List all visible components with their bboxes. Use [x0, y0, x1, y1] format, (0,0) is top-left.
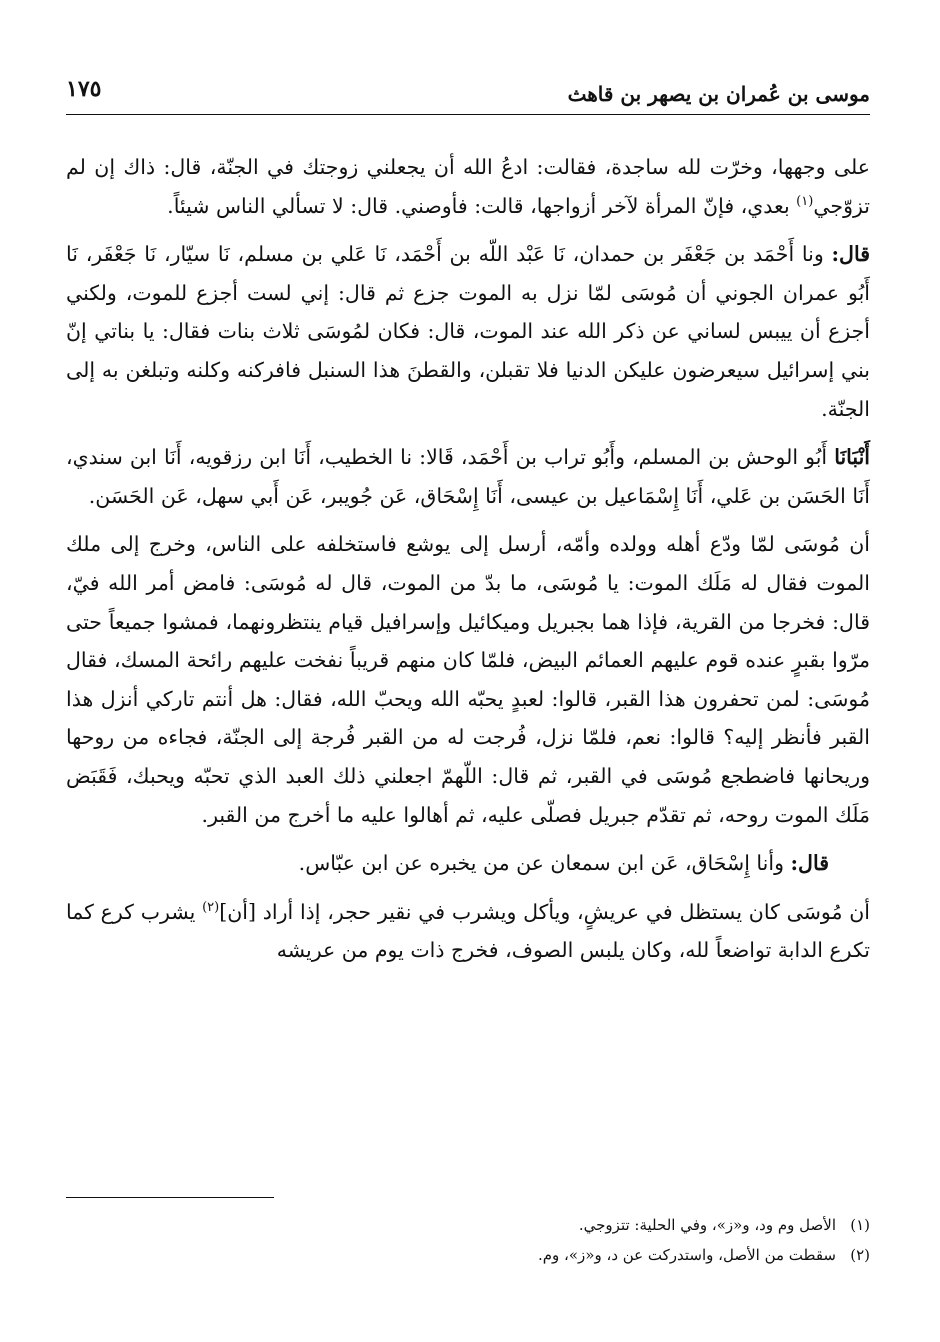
paragraph-3 [66, 438, 870, 515]
footnote-ref-2: (٢) [202, 899, 220, 915]
paragraph-text: أن مُوسَى كان يستظل في عريشٍ، ويأكل ويشرب في نقير حجر، إذا أراد [أن] [219, 899, 870, 924]
paragraph-2 [66, 235, 870, 428]
footnote-2 [66, 1240, 870, 1270]
footnote-number: (٢) [850, 1246, 870, 1264]
paragraph-text: أَبُو الوحش بن المسلم، وأَبُو تراب بن أَحْمَد، قَالا: نا الخطيب، أَنَا ابن رزقويه، أَنَا ابن سندي، أَنَا الحَسَن بن عَلي، أَنَا إِسْمَاعيل بن عيسى، أَنَا إِسْحَاق، عَن جُويبر، عَن أَبي سهل، عَن الحَسَن. [66, 445, 870, 508]
paragraph-text: ونا أَحْمَد بن جَعْفَر بن حمدان، نَا عَبْد اللّه بن أَحْمَد، نَا عَلي بن مسلم، نَا سيّار، نَا جَعْفَر، نَا أَبُو عمران الجوني أن مُوسَى لمّا نزل به الموت جزع ثم قال: إني لست أجزع للموت، ولكني أجزع أن ييبس لساني عن ذكر الله عند الموت، قال: فكان لمُوسَى ثلاث بنات فقال: يا بناتي إنّ بني إسرائيل سيعرضون عليكن الدنيا فلا تقبلن، والقطنَ هذا السنبل فافركنه وكلنه وتبلغن به إلى الجنّة. [66, 242, 870, 421]
footnote-text: الأصل وم ود، و«ز»، وفي الحلية: تتزوجي. [578, 1216, 836, 1234]
footnote-ref-1: (١) [796, 193, 814, 209]
paragraph-text: على وجهها، وخرّت لله ساجدة، فقالت: ادعُ الله أن يجعلني زوجتك في الجنّة، قال: ذاك إن لم تزوّجي [66, 155, 870, 218]
paragraph-5 [66, 844, 870, 883]
chapter-title: موسى بن عُمران بن يصهر بن قاهث [567, 82, 870, 106]
paragraph-lead: أَنْبَانَا [834, 445, 870, 470]
footnote-divider [66, 1197, 274, 1198]
running-header [66, 70, 870, 115]
paragraph-1 [66, 148, 870, 225]
paragraph-text: وأنا إِسْحَاق، عَن ابن سمعان عن من يخبره عن ابن عبّاس. [298, 851, 791, 876]
paragraph-text-rest: يشرب كرع كما تكرع الدابة تواضعاً لله، وكان يلبس الصوف، فخرج ذات يوم من عريشه [66, 899, 870, 963]
footnote-text: سقطت من الأصل، واستدركت عن د، و«ز»، وم. [537, 1246, 836, 1264]
paragraph-6 [66, 893, 870, 970]
paragraph-text: أن مُوسَى لمّا ودّع أهله وولده وأمّه، أرسل إلى يوشع فاستخلفه على الناس، وخرج إلى ملك الموت فقال له مَلَك الموت: يا مُوسَى، ما بدّ من الموت، قال له مُوسَى: فامض أمر الله فيّ، قال: فخرجا من القرية، فإذا هما بجبريل وميكائيل وإسرافيل قيام ينتظرونهما، فمشوا جميعاً حتى مرّوا بقبرٍ عنده قوم عليهم العمائم البيض، فلمّا كان منهم قريباً نفخت عليهم رائحة المسك، فقال مُوسَى: لمن تحفرون هذا القبر، قالوا: لعبدٍ يحبّه الله ويحبّ الله، فقال: هل أنتم تاركي أنزل هذا القبر فأنظر إليه؟ قالوا: نعم، فلمّا نزل، فُرجت له من القبر فُرجة إلى الجنّة، فجاءه من روحها وريحانها فاضطجع مُوسَى في القبر، ثم قال: اللّهمّ اجعلني ذلك العبد الذي تحبّه ويحبك، فَقَبَض مَلَك الموت روحه، ثم تقدّم جبريل فصلّى عليه، ثم أهالوا عليه ما أخرج من القبر. [66, 532, 870, 827]
paragraph-4 [66, 525, 870, 834]
footnote-1 [66, 1210, 870, 1240]
page-number: ١٧٥ [66, 76, 102, 102]
footnotes [66, 1210, 870, 1270]
paragraph-text-rest: بعدي، فإنّ المرأة لآخر أزواجها، قالت: فأوصني. قال: لا تسألي الناس شيئاً. [167, 193, 797, 218]
main-text [66, 148, 870, 980]
footnote-number: (١) [850, 1216, 870, 1234]
paragraph-lead: قال: [831, 242, 870, 267]
paragraph-lead: قال: [790, 851, 829, 876]
